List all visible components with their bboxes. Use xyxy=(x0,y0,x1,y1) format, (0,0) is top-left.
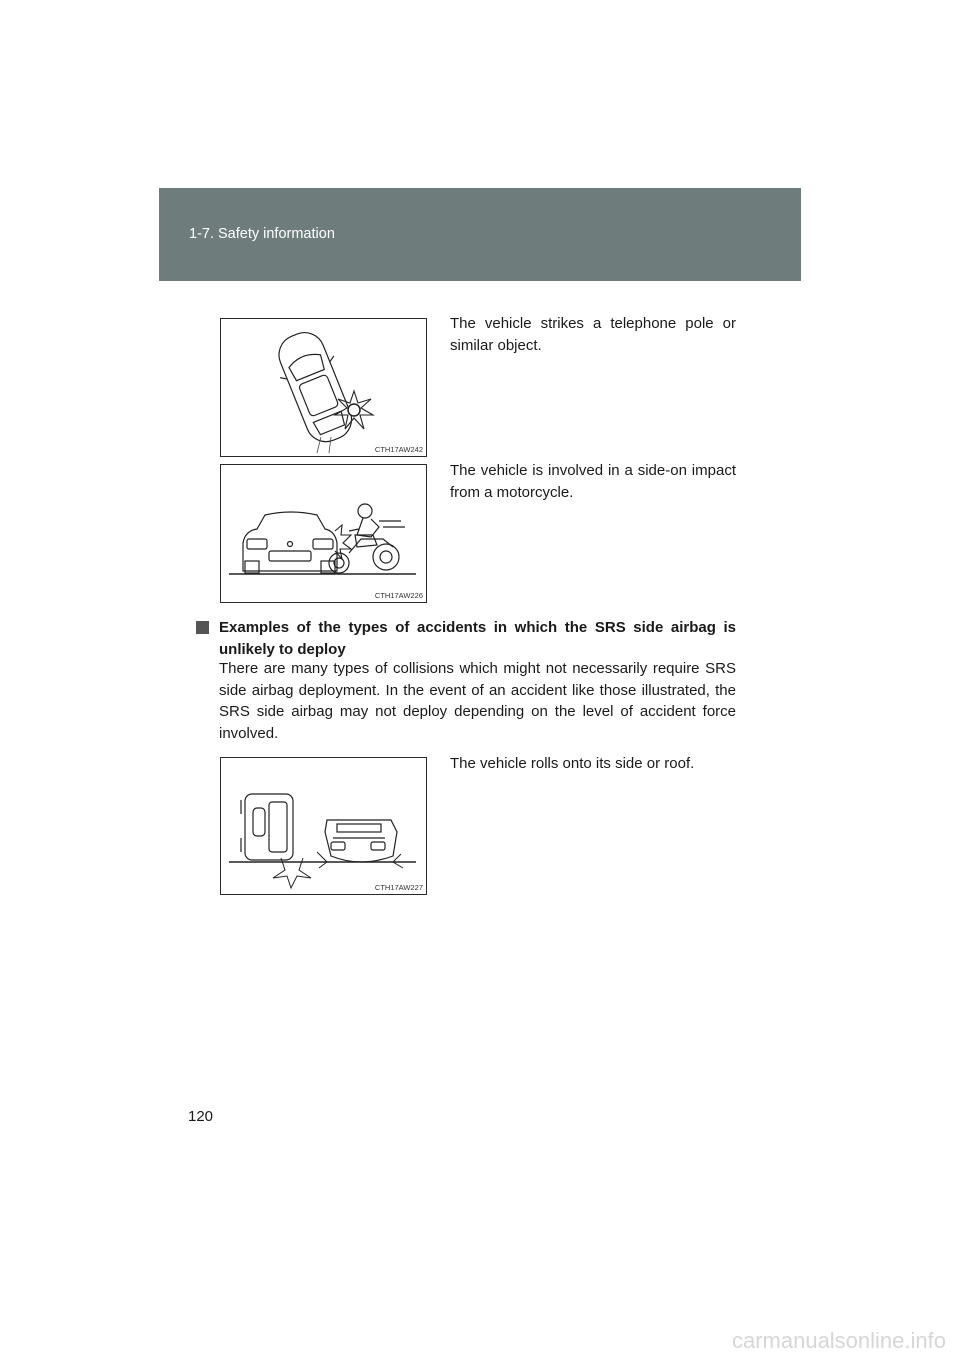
figure-caption: The vehicle is involved in a side-on impact from a motorcycle. xyxy=(450,462,736,501)
figure-pole-impact xyxy=(220,318,427,457)
section-heading: Examples of the types of accidents in which the SRS side airbag is unlikely to deploy xyxy=(196,617,736,661)
watermark: carmanualsonline.info xyxy=(731,1328,946,1353)
rollover-illustration xyxy=(221,758,426,894)
figure-code: CTH17AW242 xyxy=(374,445,423,454)
figure-caption: The vehicle strikes a telephone pole or similar object. xyxy=(450,315,736,354)
section-body: There are many types of collisions which might not necessarily require SRS side airbag deployment. In the event of an accident like those illustrated, the SRS side airbag may not deploy depending on the level of accident force involved. xyxy=(219,660,736,742)
figure-rollover xyxy=(220,757,427,895)
figure-motorcycle-impact xyxy=(220,464,427,603)
page-number: 120 xyxy=(188,1108,214,1125)
motorcycle-impact-illustration xyxy=(221,465,426,602)
figure-code: CTH17AW226 xyxy=(374,591,423,600)
header-band xyxy=(159,188,801,281)
figure-code: CTH17AW227 xyxy=(374,883,423,892)
figure-caption: The vehicle rolls onto its side or roof. xyxy=(450,755,695,772)
pole-impact-illustration xyxy=(221,319,426,456)
square-bullet-icon xyxy=(196,621,209,634)
section-title: 1-7. Safety information xyxy=(189,226,335,242)
